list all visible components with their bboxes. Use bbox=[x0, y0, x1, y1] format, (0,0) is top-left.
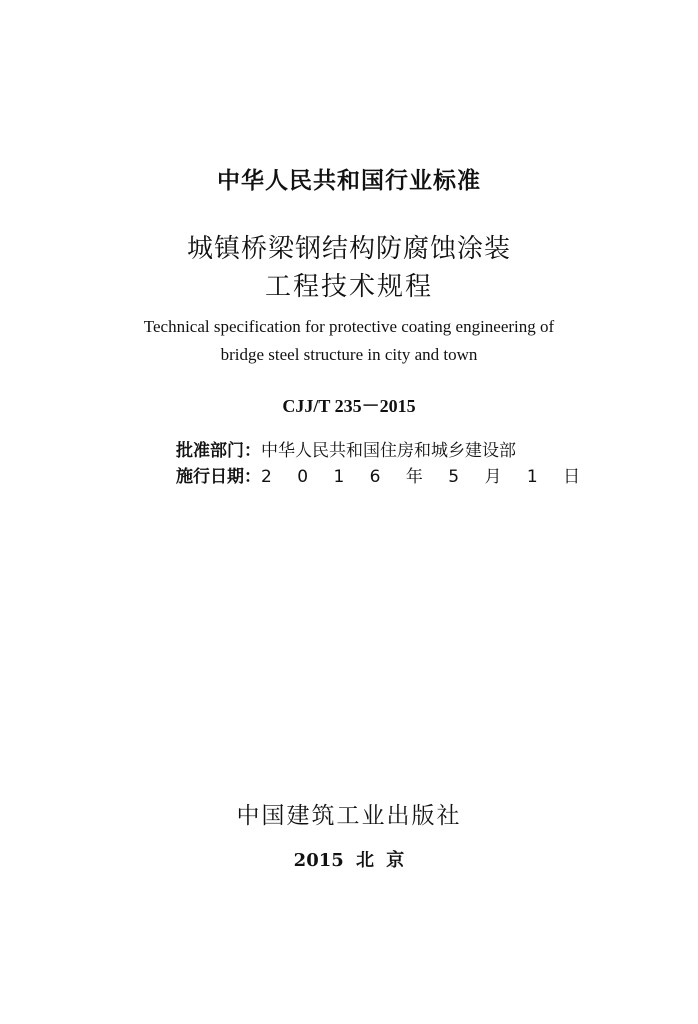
chinese-title-line-2: 工程技术规程 bbox=[264, 272, 433, 302]
effective-date-label: 施行日期： bbox=[176, 467, 261, 487]
effective-date-value: 2 0 1 6 年 5 月 1 日 bbox=[261, 467, 591, 487]
chinese-title-line-1: 城镇桥梁钢结构防腐蚀涂装 bbox=[186, 234, 511, 264]
publication-year-place: 2015 北 京 bbox=[293, 850, 405, 871]
english-title-line-2: bridge steel structure in city and town bbox=[220, 345, 478, 364]
standard-category: 中华人民共和国行业标准 bbox=[217, 168, 481, 194]
approval-department-value: 中华人民共和国住房和城乡建设部 bbox=[261, 441, 516, 461]
approval-department-row bbox=[176, 436, 516, 461]
approval-department-label: 批准部门： bbox=[176, 441, 261, 461]
english-title-line-1: Technical specification for protective coating engineering of bbox=[143, 317, 555, 336]
publisher-name: 中国建筑工业出版社 bbox=[236, 803, 462, 829]
effective-date-row bbox=[176, 462, 590, 487]
standard-code: CJJ/T 235－2015 bbox=[282, 396, 416, 416]
